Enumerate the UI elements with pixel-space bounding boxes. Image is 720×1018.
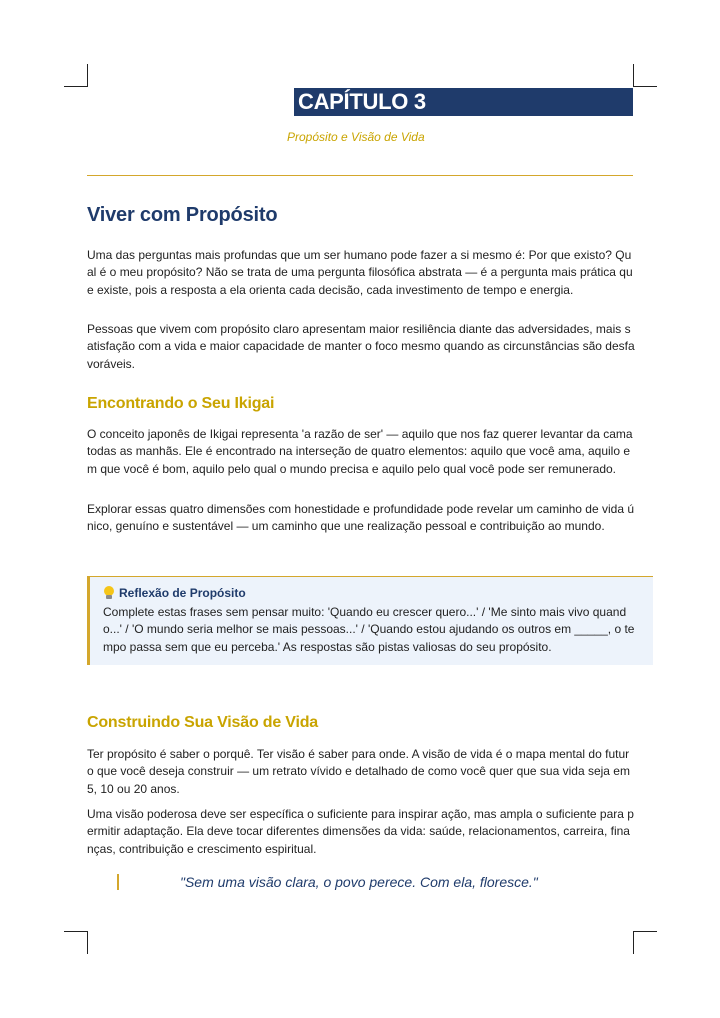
chapter-label: CAPÍTULO 3 xyxy=(294,88,633,116)
reflection-callout xyxy=(87,576,653,665)
callout-header xyxy=(103,586,639,600)
paragraph: Pessoas que vivem com propósito claro apresentam maior resiliência diante das adversidades, mais satisfação com a vida e maior capacidade de manter o foco mesmo quando as circunstâncias são desfavoráveis. xyxy=(87,322,635,371)
paragraph: Uma das perguntas mais profundas que um ser humano pode fazer a si mesmo é: Por que existo? Qual é o meu propósito? Não se trata de uma pergunta filosófica abstrata — é a pergunta mais prática que existe, pois a resposta a ela orienta cada decisão, cada investimento de tempo e energia. xyxy=(87,248,633,297)
crop-mark-top-right-h xyxy=(633,86,657,87)
section-title-viver: Viver com Propósito xyxy=(87,204,278,226)
crop-mark-bottom-right-h xyxy=(633,931,657,932)
crop-mark-bottom-right-v xyxy=(633,931,634,954)
quote-accent-bar xyxy=(117,874,119,890)
crop-mark-top-left-v xyxy=(87,64,88,87)
callout-title: Reflexão de Propósito xyxy=(119,586,246,600)
pull-quote: "Sem uma visão clara, o povo perece. Com ela, floresce." xyxy=(180,874,538,890)
crop-mark-top-left-h xyxy=(64,86,88,87)
callout-text: Complete estas frases sem pensar muito: 'Quando eu crescer quero...' / 'Me sinto mais vivo quando...' / 'O mundo seria melhor se mais pessoas...' / 'Quando estou ajudando os outros em _____, o tempo passa sem que eu perceba.' As respostas são pistas valiosas do seu propósito. xyxy=(103,605,635,654)
header-divider xyxy=(87,175,633,176)
paragraph: Explorar essas quatro dimensões com honestidade e profundidade pode revelar um caminho de vida único, genuíno e sustentável — um caminho que une realização pessoal e contribuição ao mundo. xyxy=(87,502,634,534)
paragraph: Uma visão poderosa deve ser específica o suficiente para inspirar ação, mas ampla o suficiente para permitir adaptação. Ela deve tocar diferentes dimensões da vida: saúde, relacionamentos, carreira, finanças, contribuição e crescimento espiritual. xyxy=(87,807,634,856)
paragraph: Ter propósito é saber o porquê. Ter visão é saber para onde. A visão de vida é o mapa mental do futuro que você deseja construir — um retrato vívido e detalhado de como você quer que sua vida seja em 5, 10 ou 20 anos. xyxy=(87,747,630,796)
chapter-subtitle: Propósito e Visão de Vida xyxy=(287,130,425,144)
section-title-ikigai: Encontrando o Seu Ikigai xyxy=(87,395,275,412)
section-title-visao: Construindo Sua Visão de Vida xyxy=(87,714,318,731)
crop-mark-top-right-v xyxy=(633,64,634,87)
crop-mark-bottom-left-h xyxy=(64,931,88,932)
paragraph: O conceito japonês de Ikigai representa 'a razão de ser' — aquilo que nos faz querer levantar da cama todas as manhãs. Ele é encontrado na interseção de quatro elementos: aquilo que você ama, aquilo em que você é bom, aquilo pelo qual o mundo precisa e aquilo pelo qual você pode ser remunerado. xyxy=(87,427,633,476)
lightbulb-icon xyxy=(103,586,115,600)
crop-mark-bottom-left-v xyxy=(87,931,88,954)
